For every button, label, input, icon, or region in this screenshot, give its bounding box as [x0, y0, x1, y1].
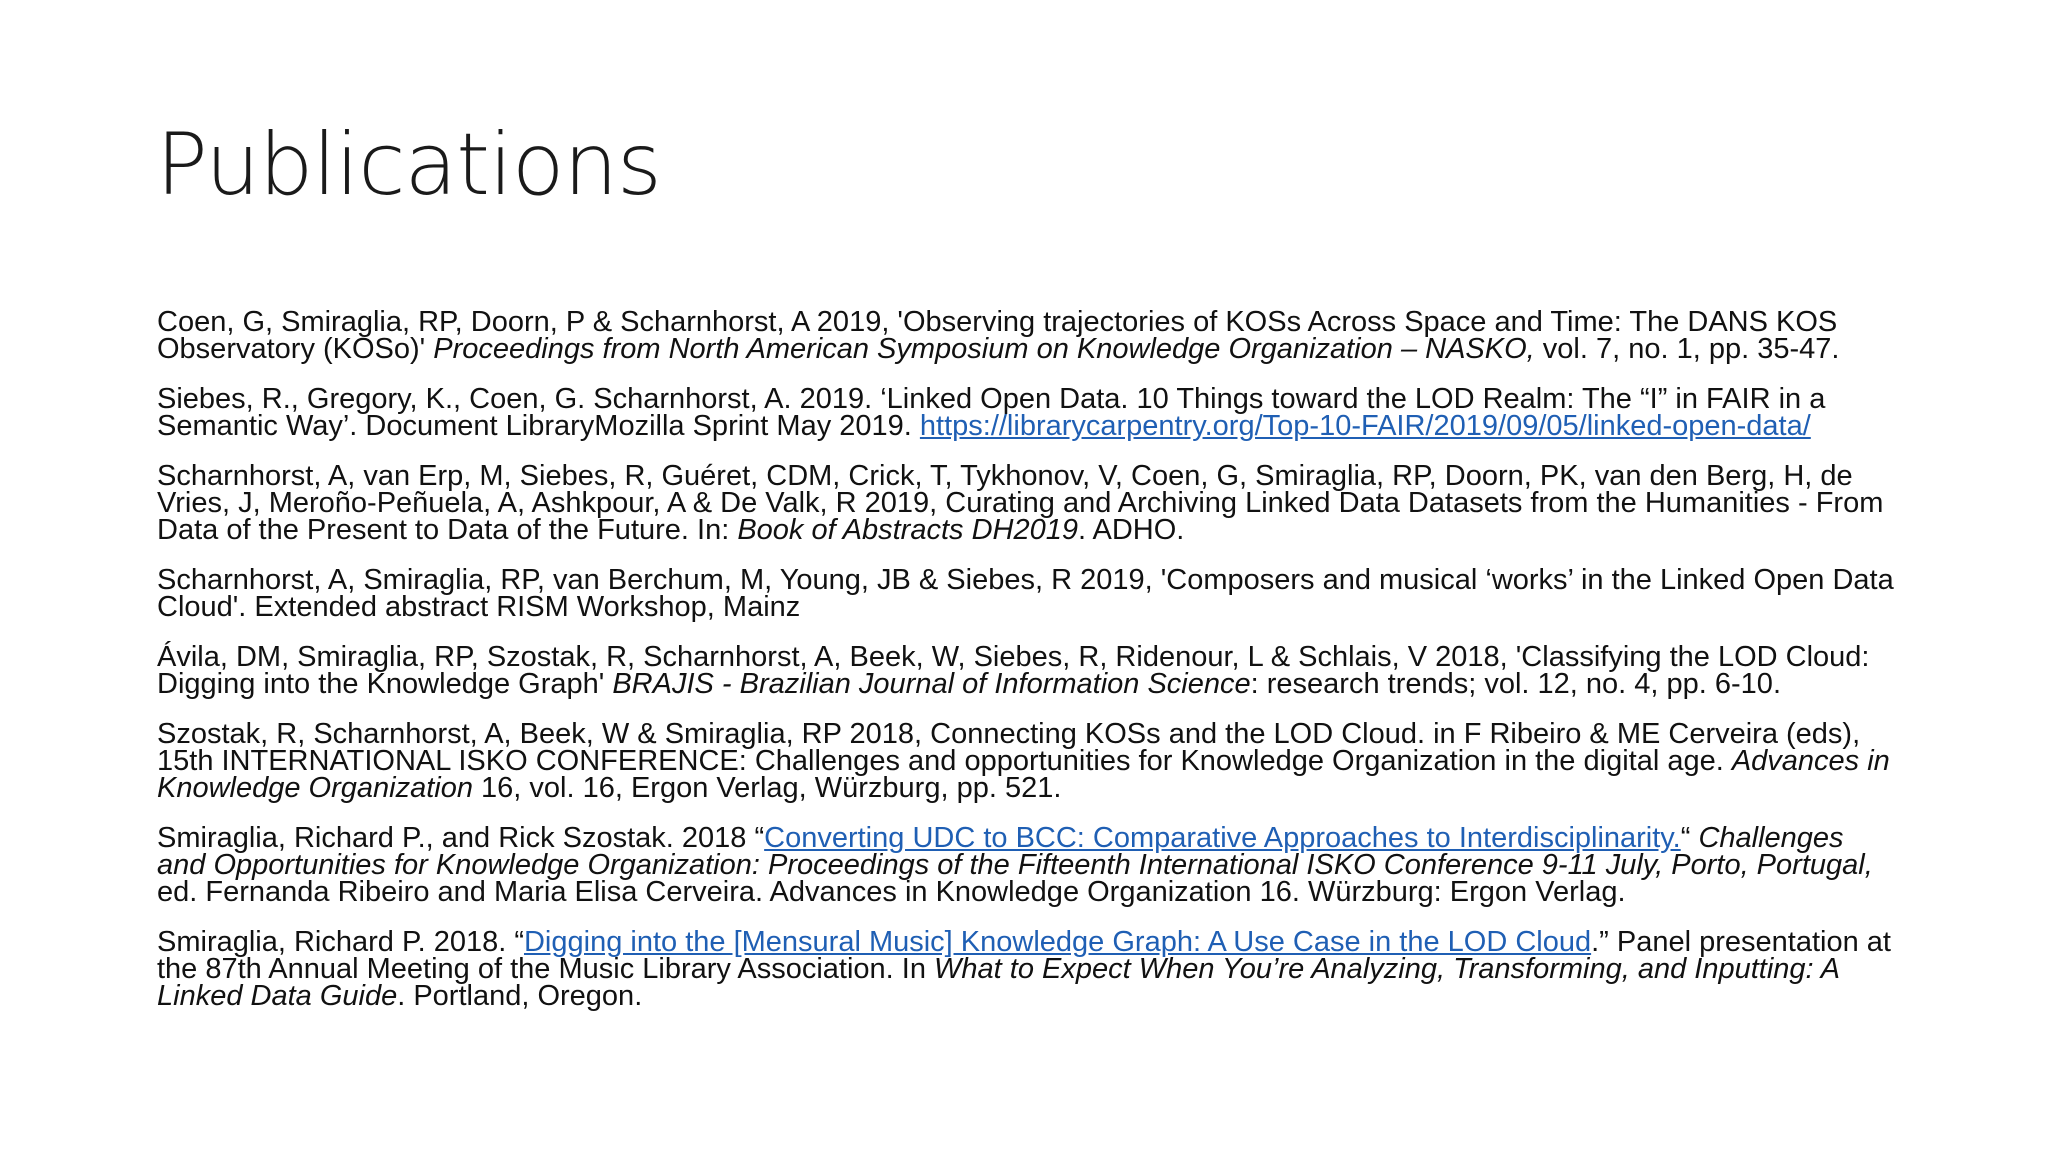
reference-item-3: [157, 460, 1897, 546]
reference-text: .” Panel presentation at the 87th Annual Meeting of the Music Library Association. In: [157, 926, 1891, 985]
page-title: Publications: [156, 115, 661, 215]
reference-italic-title: What to Expect When You’re Analyzing, Transforming, and Inputting: A Linked Data Guide: [157, 953, 1839, 1012]
reference-italic-title: BRAJIS - Brazilian Journal of Information Science: [612, 668, 1251, 700]
reference-text: Coen, G, Smiraglia, RP, Doorn, P & Scharnhorst, A 2019, 'Observing trajectories of KOSs Across Space and Time: The DANS KOS Observatory (KOSo)': [157, 306, 1838, 365]
reference-text: Siebes, R., Gregory, K., Coen, G. Scharnhorst, A. 2019. ‘Linked Open Data. 10 Things toward the LOD Realm: The “I” in FAIR in a Semantic Way’. Document LibraryMozilla Sprint May 2019.: [157, 383, 1826, 442]
reference-item-1: [157, 306, 1897, 365]
reference-text: ed. Fernanda Ribeiro and Maria Elisa Cerveira. Advances in Knowledge Organization 16. Würzburg: Ergon Verlag.: [157, 876, 1626, 908]
reference-text: Ávila, DM, Smiraglia, RP, Szostak, R, Scharnhorst, A, Beek, W, Siebes, R, Ridenour, L & Schlais, V 2018, 'Classifying the LOD Cloud: Digging into the Knowledge Graph': [157, 641, 1870, 700]
reference-link[interactable]: Digging into the [Mensural Music] Knowledge Graph: A Use Case in the LOD Cloud: [523, 926, 1592, 958]
reference-item-5: [157, 641, 1897, 700]
reference-text: Smiraglia, Richard P., and Rick Szostak. 2018 “: [157, 822, 765, 854]
reference-text: Scharnhorst, A, van Erp, M, Siebes, R, Guéret, CDM, Crick, T, Tykhonov, V, Coen, G, Smiraglia, RP, Doorn, PK, van den Berg, H, de Vries, J, Meroño-Peñuela, A, Ashkpour, A & De Valk, R 2019, Curating and Archiving Linked Data Datasets from the Humanities - From Data of the Present to Data of the Future. In:: [157, 460, 1884, 546]
reference-item-8: [157, 926, 1897, 1012]
reference-item-6: [157, 718, 1897, 804]
reference-italic-title: Proceedings from North American Symposium on Knowledge Organization – NASKO,: [433, 333, 1535, 365]
reference-text: Smiraglia, Richard P. 2018. “: [157, 926, 524, 958]
reference-text: vol. 7, no. 1, pp. 35-47.: [1534, 333, 1840, 365]
reference-item-7: [157, 822, 1897, 908]
reference-text: Szostak, R, Scharnhorst, A, Beek, W & Smiraglia, RP 2018, Connecting KOSs and the LOD Cloud. in F Ribeiro & ME Cerveira (eds), 15th INTERNATIONAL ISKO CONFERENCE: Challenges and opportunities for Knowledge Organization in the digital age.: [157, 718, 1861, 777]
reference-list: [157, 306, 1897, 1033]
reference-text: . ADHO.: [1077, 514, 1185, 546]
reference-italic-title: Book of Abstracts DH2019: [737, 514, 1078, 546]
reference-text: . Portland, Oregon.: [397, 980, 643, 1012]
reference-italic-title: Challenges and Opportunities for Knowledge Organization: Proceedings of the Fifteenth International ISKO Conference 9-11 July, Porto, Portugal,: [157, 822, 1873, 881]
reference-text: 16, vol. 16, Ergon Verlag, Würzburg, pp. 521.: [472, 772, 1062, 804]
reference-link[interactable]: https://librarycarpentry.org/Top-10-FAIR/2019/09/05/linked-open-data/: [919, 410, 1811, 442]
reference-text: “: [1680, 822, 1699, 854]
reference-italic-title: Advances in Knowledge Organization: [157, 745, 1890, 804]
reference-item-2: [157, 383, 1897, 442]
reference-link[interactable]: Converting UDC to BCC: Comparative Approaches to Interdisciplinarity.: [764, 822, 1681, 854]
reference-item-4: [157, 564, 1897, 623]
reference-text: : research trends; vol. 12, no. 4, pp. 6-10.: [1250, 668, 1781, 700]
reference-text: Scharnhorst, A, Smiraglia, RP, van Berchum, M, Young, JB & Siebes, R 2019, 'Composers and musical ‘works’ in the Linked Open Data Cloud'. Extended abstract RISM Workshop, Mainz: [157, 564, 1894, 623]
